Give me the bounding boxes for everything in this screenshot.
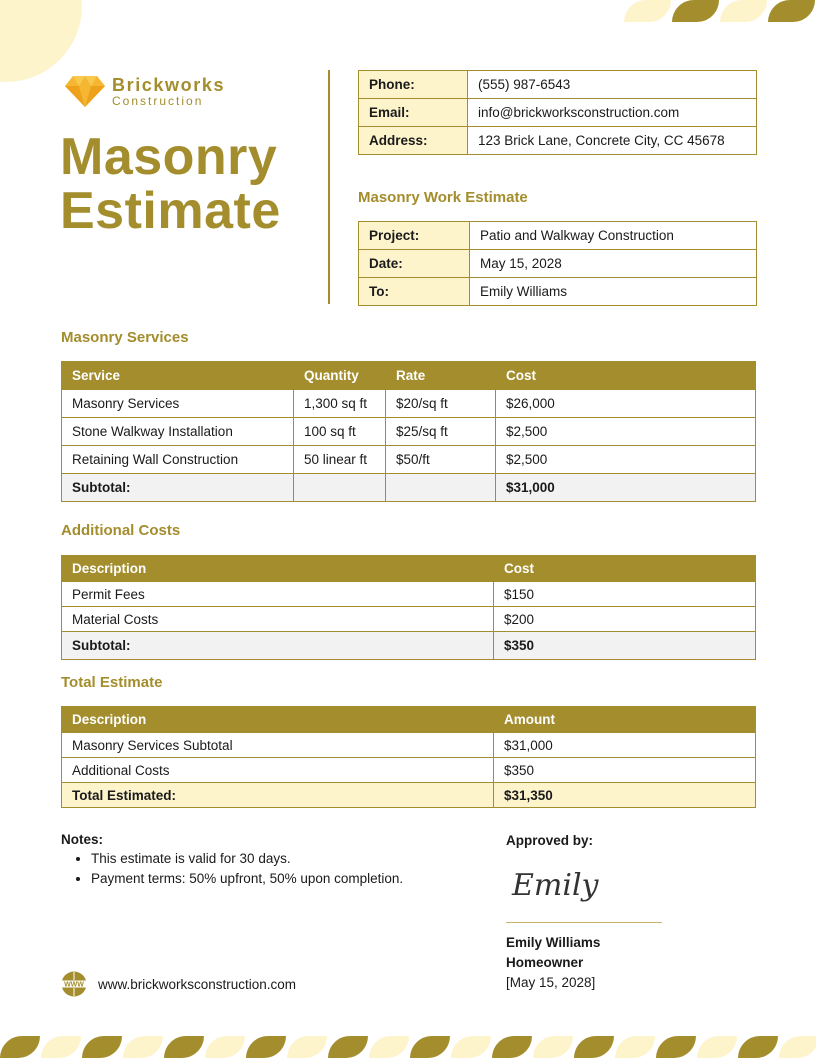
page-title bbox=[60, 130, 281, 238]
leaf-shape bbox=[410, 1036, 450, 1058]
cell: $26,000 bbox=[496, 390, 756, 418]
additional-costs-table bbox=[61, 555, 756, 660]
table-row bbox=[62, 390, 756, 418]
leaf-shape bbox=[574, 1036, 614, 1058]
contact-value: info@brickworksconstruction.com bbox=[468, 99, 757, 127]
project-table bbox=[358, 221, 757, 306]
company-logo bbox=[64, 74, 225, 108]
signer-name: Emily Williams bbox=[506, 935, 601, 950]
brand-tagline: Construction bbox=[112, 93, 204, 108]
table-header-row bbox=[62, 707, 756, 733]
column-header: Description bbox=[62, 707, 494, 733]
cell: Material Costs bbox=[62, 607, 494, 632]
cell: $2,500 bbox=[496, 418, 756, 446]
leaf-shape bbox=[720, 0, 767, 22]
cell: $25/sq ft bbox=[386, 418, 496, 446]
empty-cell bbox=[386, 474, 496, 502]
table-row bbox=[62, 733, 756, 758]
subtotal-row bbox=[62, 474, 756, 502]
cell: Masonry Services bbox=[62, 390, 294, 418]
column-header: Cost bbox=[494, 556, 756, 582]
column-header: Rate bbox=[386, 362, 496, 390]
leaf-shape bbox=[615, 1036, 655, 1058]
table-row bbox=[62, 418, 756, 446]
cell: $350 bbox=[494, 758, 756, 783]
signature-line bbox=[506, 922, 662, 923]
table-row bbox=[62, 446, 756, 474]
cell: $31,000 bbox=[494, 733, 756, 758]
contact-table bbox=[358, 70, 757, 155]
note-item: • This estimate is valid for 30 days. bbox=[91, 849, 403, 869]
column-header: Amount bbox=[494, 707, 756, 733]
vertical-divider bbox=[328, 70, 330, 304]
leaf-shape bbox=[656, 1036, 696, 1058]
leaf-shape bbox=[205, 1036, 245, 1058]
contact-label: Email: bbox=[359, 99, 468, 127]
top-leaf-decoration bbox=[624, 0, 816, 22]
leaf-shape bbox=[0, 1036, 40, 1058]
to-label: To: bbox=[359, 278, 470, 306]
total-label: Total Estimated: bbox=[62, 783, 494, 808]
leaf-shape bbox=[533, 1036, 573, 1058]
cell: Permit Fees bbox=[62, 582, 494, 607]
leaf-shape bbox=[246, 1036, 286, 1058]
leaf-shape bbox=[123, 1036, 163, 1058]
leaf-shape bbox=[624, 0, 671, 22]
to-row bbox=[359, 278, 757, 306]
table-header-row bbox=[62, 556, 756, 582]
leaf-shape bbox=[328, 1036, 368, 1058]
column-header: Description bbox=[62, 556, 494, 582]
leaf-shape bbox=[697, 1036, 737, 1058]
additional-costs-heading: Additional Costs bbox=[61, 522, 181, 539]
contact-row-email bbox=[359, 99, 757, 127]
cell: 1,300 sq ft bbox=[294, 390, 386, 418]
notes-title: Notes: bbox=[61, 832, 104, 847]
leaf-shape bbox=[779, 1036, 816, 1058]
diamond-icon bbox=[64, 74, 106, 108]
total-row bbox=[62, 783, 756, 808]
leaf-shape bbox=[41, 1036, 81, 1058]
subtotal-label: Subtotal: bbox=[62, 632, 494, 660]
contact-label: Phone: bbox=[359, 71, 468, 99]
subtotal-row bbox=[62, 632, 756, 660]
cell: Retaining Wall Construction bbox=[62, 446, 294, 474]
www-globe-icon bbox=[61, 971, 87, 997]
date-value: May 15, 2028 bbox=[470, 250, 757, 278]
signature: Emily bbox=[512, 868, 599, 903]
leaf-shape bbox=[492, 1036, 532, 1058]
services-table bbox=[61, 361, 756, 502]
cell: Masonry Services Subtotal bbox=[62, 733, 494, 758]
approval-section bbox=[506, 833, 662, 993]
contact-row-phone bbox=[359, 71, 757, 99]
contact-row-address bbox=[359, 127, 757, 155]
cell: $2,500 bbox=[496, 446, 756, 474]
cell: 100 sq ft bbox=[294, 418, 386, 446]
table-row bbox=[62, 758, 756, 783]
cell: $200 bbox=[494, 607, 756, 632]
footer-website bbox=[61, 971, 296, 997]
bottom-leaf-decoration bbox=[0, 1036, 816, 1058]
signer-role: Homeowner bbox=[506, 955, 584, 970]
leaf-shape bbox=[768, 0, 815, 22]
svg-text:WWW: WWW bbox=[64, 981, 84, 989]
project-row bbox=[359, 222, 757, 250]
table-row bbox=[62, 607, 756, 632]
leaf-shape bbox=[287, 1036, 327, 1058]
column-header: Cost bbox=[496, 362, 756, 390]
date-label: Date: bbox=[359, 250, 470, 278]
table-row bbox=[62, 582, 756, 607]
empty-cell bbox=[294, 474, 386, 502]
contact-value: (555) 987-6543 bbox=[468, 71, 757, 99]
cell: $20/sq ft bbox=[386, 390, 496, 418]
work-estimate-heading: Masonry Work Estimate bbox=[358, 189, 528, 206]
leaf-shape bbox=[451, 1036, 491, 1058]
leaf-shape bbox=[738, 1036, 778, 1058]
signer-date: [May 15, 2028] bbox=[506, 975, 596, 990]
title-line-2: Estimate bbox=[60, 182, 281, 240]
leaf-shape bbox=[672, 0, 719, 22]
brand-name: Brickworks bbox=[112, 74, 226, 95]
leaf-shape bbox=[369, 1036, 409, 1058]
approved-by-label: Approved by: bbox=[506, 833, 594, 848]
cell: Additional Costs bbox=[62, 758, 494, 783]
cell: $50/ft bbox=[386, 446, 496, 474]
decorative-circle bbox=[0, 0, 82, 82]
contact-label: Address: bbox=[359, 127, 468, 155]
subtotal-value: $31,000 bbox=[496, 474, 756, 502]
column-header: Quantity bbox=[294, 362, 386, 390]
notes-section bbox=[61, 832, 403, 889]
services-heading: Masonry Services bbox=[61, 329, 189, 346]
column-header: Service bbox=[62, 362, 294, 390]
total-value: $31,350 bbox=[494, 783, 756, 808]
to-value: Emily Williams bbox=[470, 278, 757, 306]
notes-list bbox=[61, 849, 403, 889]
cell: $150 bbox=[494, 582, 756, 607]
cell: Stone Walkway Installation bbox=[62, 418, 294, 446]
note-item: • Payment terms: 50% upfront, 50% upon completion. bbox=[91, 869, 403, 889]
leaf-shape bbox=[164, 1036, 204, 1058]
total-estimate-table bbox=[61, 706, 756, 808]
subtotal-label: Subtotal: bbox=[62, 474, 294, 502]
website-link[interactable]: www.brickworksconstruction.com bbox=[98, 976, 297, 992]
table-header-row bbox=[62, 362, 756, 390]
subtotal-value: $350 bbox=[494, 632, 756, 660]
project-value: Patio and Walkway Construction bbox=[470, 222, 757, 250]
total-estimate-heading: Total Estimate bbox=[61, 674, 163, 691]
project-label: Project: bbox=[359, 222, 470, 250]
leaf-shape bbox=[82, 1036, 122, 1058]
contact-value: 123 Brick Lane, Concrete City, CC 45678 bbox=[468, 127, 757, 155]
title-line-1: Masonry bbox=[60, 128, 278, 186]
date-row bbox=[359, 250, 757, 278]
cell: 50 linear ft bbox=[294, 446, 386, 474]
